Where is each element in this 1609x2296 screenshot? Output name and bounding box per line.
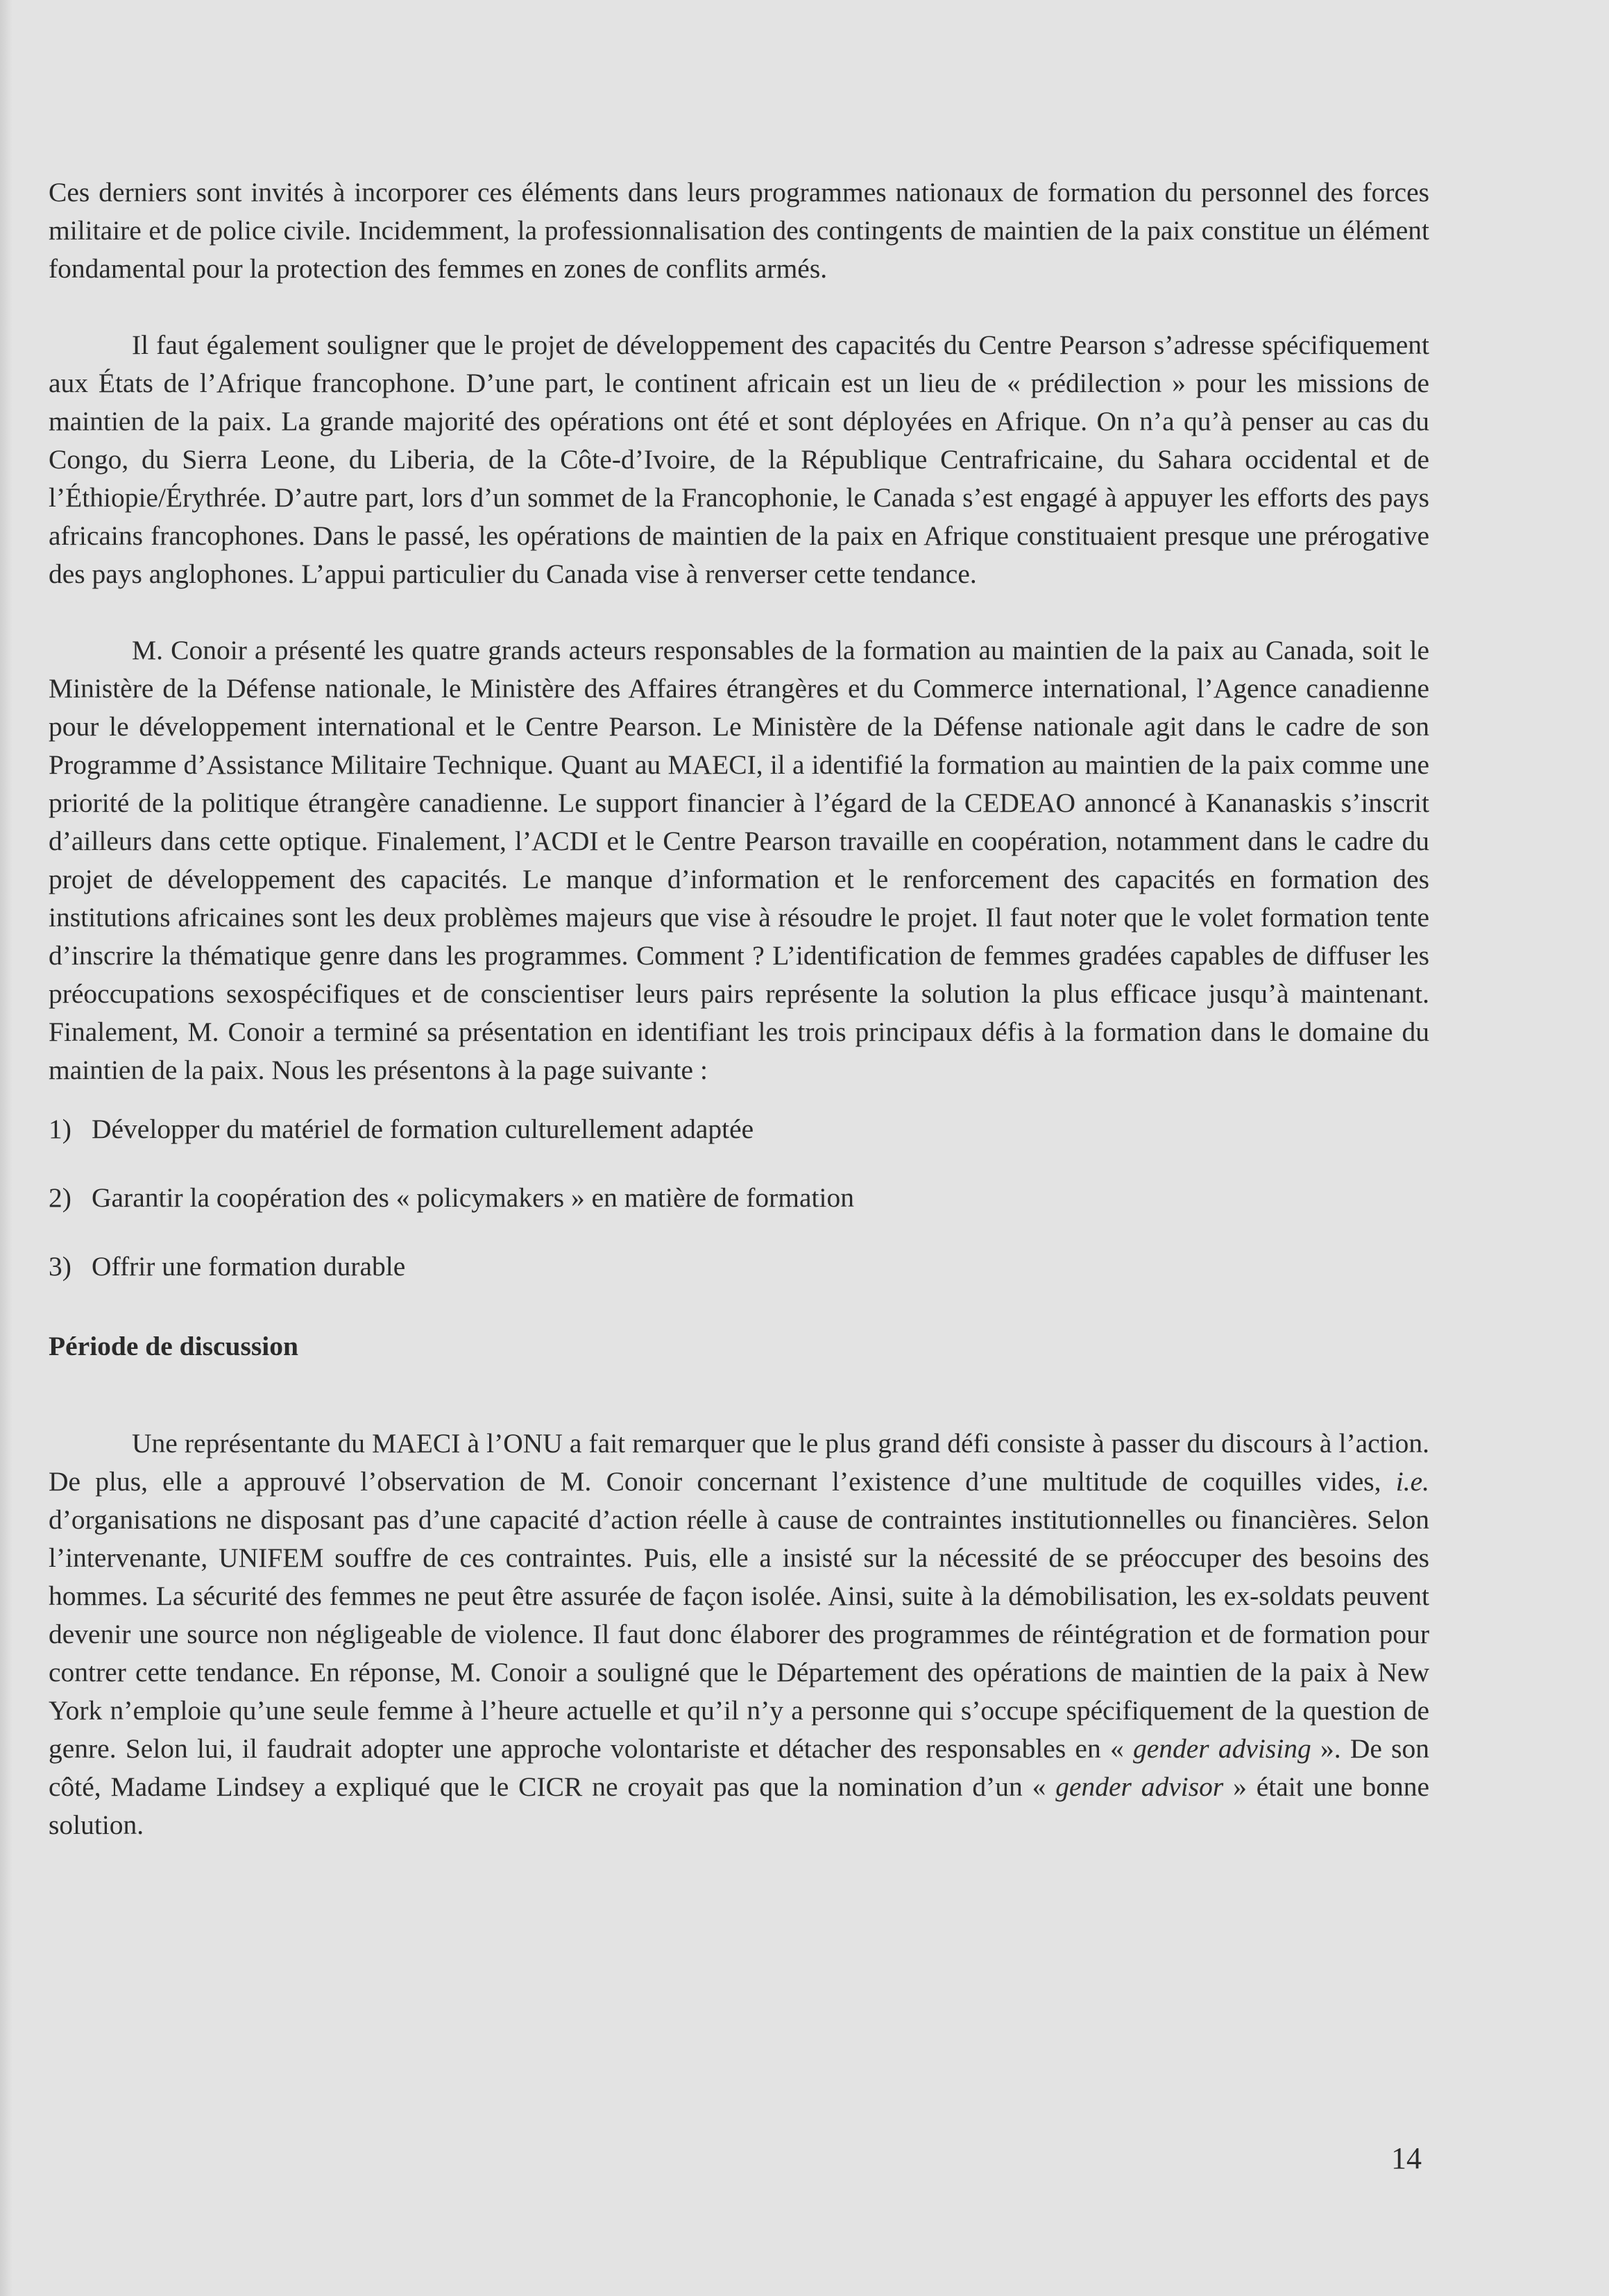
page-edge-shadow <box>0 0 12 2296</box>
list-item <box>49 1110 1429 1148</box>
section-heading: Période de discussion <box>49 1331 298 1361</box>
paragraph-4-ie: i.e. <box>1395 1466 1429 1497</box>
paragraph-3: M. Conoir a présenté les quatre grands acteurs responsables de la formation au maintien de la paix au Canada, soit le Ministère de la Défense nationale, le Ministère des Affaires étrangères et du Commerce international, l’Agence canadienne pour le développement international et le Centre Pearson. Le Ministère de la Défense nationale agit dans le cadre de son Programme d’Assistance Militaire Technique. Quant au MAECI, il a identifié la formation au maintien de la paix comme une priorité de la politique étrangère canadienne. Le support financier à l’égard de la CEDEAO annoncé à Kananaskis s’inscrit d’ailleurs dans cette optique. Finalement, l’ACDI et le Centre Pearson travaille en coopération, notamment dans le cadre du projet de développement des capacités. Le manque d’information et le renforcement des capacités en formation des institutions africaines sont les deux problèmes majeurs que vise à résoudre le projet. Il faut noter que le volet formation tente d’inscrire la thématique genre dans les programmes. Comment ? L’identification de femmes gradées capables de diffuser les préoccupations sexospécifiques et de conscientiser leurs pairs représente la solution la plus efficace jusqu’à maintenant. Finalement, M. Conoir a terminé sa présentation en identifiant les trois principaux défis à la formation dans le domaine du maintien de la paix. Nous les présentons à la page suivante : <box>49 635 1429 1085</box>
paragraph-4-text-a: Une représentante du MAECI à l’ONU a fait remarquer que le plus grand défi consiste à passer du discours à l’action. De plus, elle a approuvé l’observation de M. Conoir concernant l’existence d’une multitude de coquilles vides, <box>49 1428 1429 1497</box>
paragraph-1: Ces derniers sont invités à incorporer ces éléments dans leurs programmes nationaux de formation du personnel des forces militaire et de police civile. Incidemment, la professionnalisation des contingents de maintien de la paix constitue un élément fondamental pour la protection des femmes en zones de conflits armés. <box>49 177 1429 284</box>
paragraph-4-gender-advisor: gender advisor <box>1055 1771 1224 1802</box>
paragraph-4-text-d: » était une bonne solution. <box>49 1771 1429 1840</box>
list-item-number: 1) <box>49 1114 71 1144</box>
paragraph-4-text-b: d’organisations ne disposant pas d’une capacité d’action réelle à cause de contraintes institutionnelles ou financières. Selon l’intervenante, UNIFEM souffre de ces contraintes. Puis, elle a insisté sur la nécessité de se préoccuper des besoins des hommes. La sécurité des femmes ne peut être assurée de façon isolée. Ainsi, suite à la démobilisation, les ex-soldats peuvent devenir une source non négligeable de violence. Il faut donc élaborer des programmes de réintégration et de formation pour contrer cette tendance. En réponse, M. Conoir a souligné que le Département des opérations de maintien de la paix à New York n’emploie qu’une seule femme à l’heure actuelle et qu’il n’y a personne qui s’occupe spécifiquement de la question de genre. Selon lui, il faudrait adopter une approche volontariste et détacher des responsables en « <box>49 1504 1429 1764</box>
list-item-number: 3) <box>49 1251 71 1282</box>
page-number: 14 <box>1391 2141 1422 2175</box>
challenges-list <box>49 1110 1429 1286</box>
paragraph-4-text-c: ». De son côté, Madame Lindsey a expliqué que le CICR ne croyait pas que la nomination d’un « <box>49 1733 1429 1802</box>
paragraph-2: Il faut également souligner que le projet de développement des capacités du Centre Pearson s’adresse spécifiquement aux États de l’Afrique francophone. D’une part, le continent africain est un lieu de « prédilection » pour les missions de maintien de la paix. La grande majorité des opérations ont été et sont déployées en Afrique. On n’a qu’à penser au cas du Congo, du Sierra Leone, du Liberia, de la Côte-d’Ivoire, de la République Centrafricaine, du Sahara occidental et de l’Éthiopie/Érythrée. D’autre part, lors d’un sommet de la Francophonie, le Canada s’est engagé à appuyer les efforts des pays africains francophones. Dans le passé, les opérations de maintien de la paix en Afrique constituaient presque une prérogative des pays anglophones. L’appui particulier du Canada vise à renverser cette tendance. <box>49 330 1429 589</box>
list-item <box>49 1248 1429 1286</box>
list-item-text: Garantir la coopération des « policymakers » en matière de formation <box>92 1182 854 1213</box>
list-item-number: 2) <box>49 1182 71 1213</box>
document-body <box>49 173 1429 1844</box>
list-item <box>49 1179 1429 1217</box>
paragraph-4 <box>49 1425 1429 1844</box>
list-item-text: Offrir une formation durable <box>92 1251 406 1282</box>
paragraph-4-gender-advising: gender advising <box>1132 1733 1311 1764</box>
list-item-text: Développer du matériel de formation culturellement adaptée <box>92 1114 754 1144</box>
